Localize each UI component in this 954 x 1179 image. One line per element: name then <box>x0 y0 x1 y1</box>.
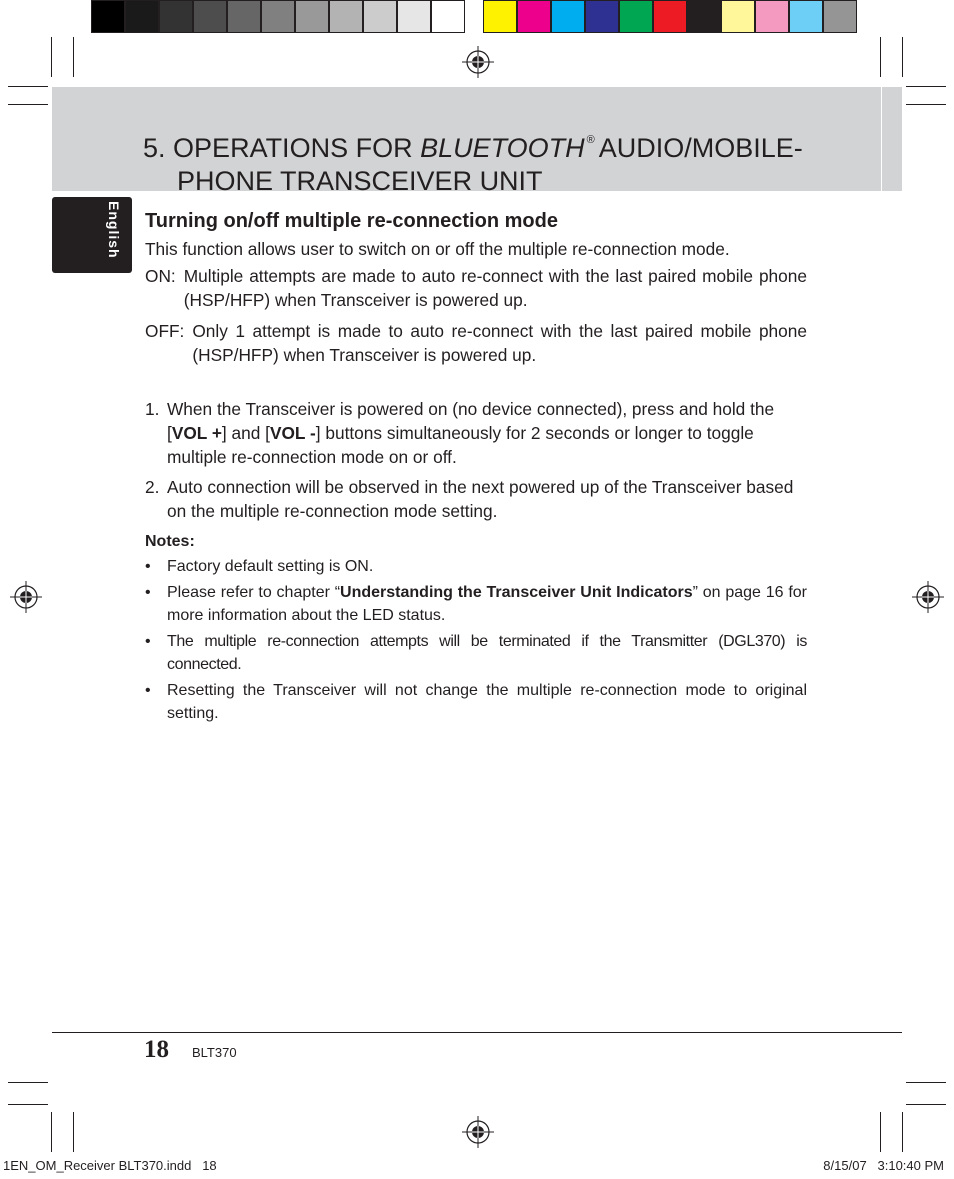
crop-mark <box>880 1112 881 1152</box>
note-text: The multiple re-connection attempts will be terminated if the Transmitter (DGL370) is connected. <box>167 633 807 673</box>
main-content <box>145 205 807 728</box>
mode-key: ON: <box>145 266 176 286</box>
footer-rule <box>52 1032 902 1033</box>
step-text-part: ] buttons simultaneously for 2 seconds or longer to toggle multiple re-connection mode on or off. <box>167 423 754 467</box>
color-swatch <box>653 0 687 33</box>
color-swatch <box>431 0 465 33</box>
chapter-title-part2: AUDIO/MOBILE- <box>598 133 803 163</box>
color-swatch <box>687 0 721 33</box>
color-swatch <box>517 0 551 33</box>
crop-mark <box>8 1104 48 1105</box>
section-heading: Turning on/off multiple re-connection mode <box>145 210 558 232</box>
language-tab-label: English <box>106 201 122 259</box>
color-swatch <box>619 0 653 33</box>
color-swatch <box>585 0 619 33</box>
step-item <box>145 475 807 523</box>
header-band-edge <box>881 87 882 191</box>
step-number: 2. <box>145 477 160 497</box>
color-swatch <box>261 0 295 33</box>
crop-mark <box>8 104 48 105</box>
color-swatch <box>483 0 517 33</box>
chapter-reference: Understanding the Transceiver Unit Indicators <box>340 584 693 601</box>
mode-on <box>145 264 807 312</box>
crop-mark <box>906 1104 946 1105</box>
crop-mark <box>51 1112 52 1152</box>
mode-description: Multiple attempts are made to auto re-connect with the last paired mobile phone (HSP/HFP) when Transceiver is powered up. <box>183 266 807 310</box>
crop-mark <box>880 37 881 77</box>
step-number: 1. <box>145 399 160 419</box>
print-slug-file: 1EN_OM_Receiver BLT370.indd 18 <box>3 1158 217 1173</box>
model-label: BLT370 <box>192 1045 237 1060</box>
color-swatch <box>755 0 789 33</box>
color-swatch <box>789 0 823 33</box>
page-number: 18 <box>144 1036 169 1063</box>
step-item <box>145 397 807 469</box>
note-text <box>167 581 807 627</box>
registration-mark-icon <box>462 1116 494 1148</box>
color-swatch <box>227 0 261 33</box>
print-slug-timestamp: 8/15/07 3:10:40 PM <box>823 1158 944 1173</box>
mode-key: OFF: <box>145 321 185 341</box>
bullet: • <box>145 558 151 575</box>
chapter-title <box>143 128 803 198</box>
crop-mark <box>8 86 48 87</box>
crop-mark <box>906 1082 946 1083</box>
bullet: • <box>145 633 151 650</box>
color-swatch <box>397 0 431 33</box>
crop-mark <box>902 37 903 77</box>
color-swatch <box>193 0 227 33</box>
color-swatch <box>125 0 159 33</box>
registration-mark-icon <box>912 581 944 613</box>
color-swatch <box>91 0 125 33</box>
step-text-part: ] and [ <box>221 423 270 443</box>
color-swatch <box>295 0 329 33</box>
step-text-part: When the Transceiver is powered on (no device connected), press and hold the [ <box>167 399 775 443</box>
registration-mark-icon <box>462 46 494 78</box>
note-item <box>145 679 807 725</box>
color-swatch <box>823 0 857 33</box>
chapter-title-brand: BLUETOOTH <box>420 133 585 163</box>
note-item <box>145 630 807 676</box>
registration-mark-icon <box>10 581 42 613</box>
crop-mark <box>73 37 74 77</box>
language-tab <box>52 197 132 273</box>
section-intro: This function allows user to switch on or off the multiple re-connection mode. <box>145 239 730 259</box>
bullet: • <box>145 584 151 601</box>
color-swatch <box>721 0 755 33</box>
crop-mark <box>906 104 946 105</box>
mode-off <box>145 319 807 367</box>
color-swatch <box>551 0 585 33</box>
step-text: Auto connection will be observed in the next powered up of the Transceiver based on the multiple re-connection mode setting. <box>167 477 794 521</box>
note-item <box>145 581 807 627</box>
crop-mark <box>51 37 52 77</box>
note-item <box>145 555 807 578</box>
chapter-title-part1: OPERATIONS FOR <box>173 133 413 163</box>
color-swatch <box>329 0 363 33</box>
crop-mark <box>73 1112 74 1152</box>
vol-minus-label: VOL - <box>269 423 316 443</box>
note-text: Factory default setting is ON. <box>167 558 374 575</box>
registered-mark: ® <box>586 134 595 146</box>
chapter-number: 5. <box>143 133 166 163</box>
process-color-bar <box>483 0 857 36</box>
steps-list <box>145 397 807 523</box>
crop-mark <box>906 86 946 87</box>
note-text-part: ” on page 16 for more information about the LED status. <box>167 584 808 624</box>
bullet: • <box>145 682 151 699</box>
notes-title: Notes: <box>145 533 195 550</box>
mode-description: Only 1 attempt is made to auto re-connect with the last paired mobile phone (HSP/HFP) when Transceiver is powered up. <box>192 321 807 365</box>
color-swatch <box>363 0 397 33</box>
note-text-part: Please refer to chapter “ <box>167 584 341 601</box>
crop-mark <box>902 1112 903 1152</box>
vol-plus-label: VOL + <box>171 423 222 443</box>
note-text: Resetting the Transceiver will not change the multiple re-connection mode to original setting. <box>167 682 807 722</box>
step-text <box>167 397 807 469</box>
crop-mark <box>8 1082 48 1083</box>
color-swatch <box>159 0 193 33</box>
grayscale-color-bar <box>91 0 465 36</box>
chapter-title-line2: PHONE TRANSCEIVER UNIT <box>177 166 543 196</box>
